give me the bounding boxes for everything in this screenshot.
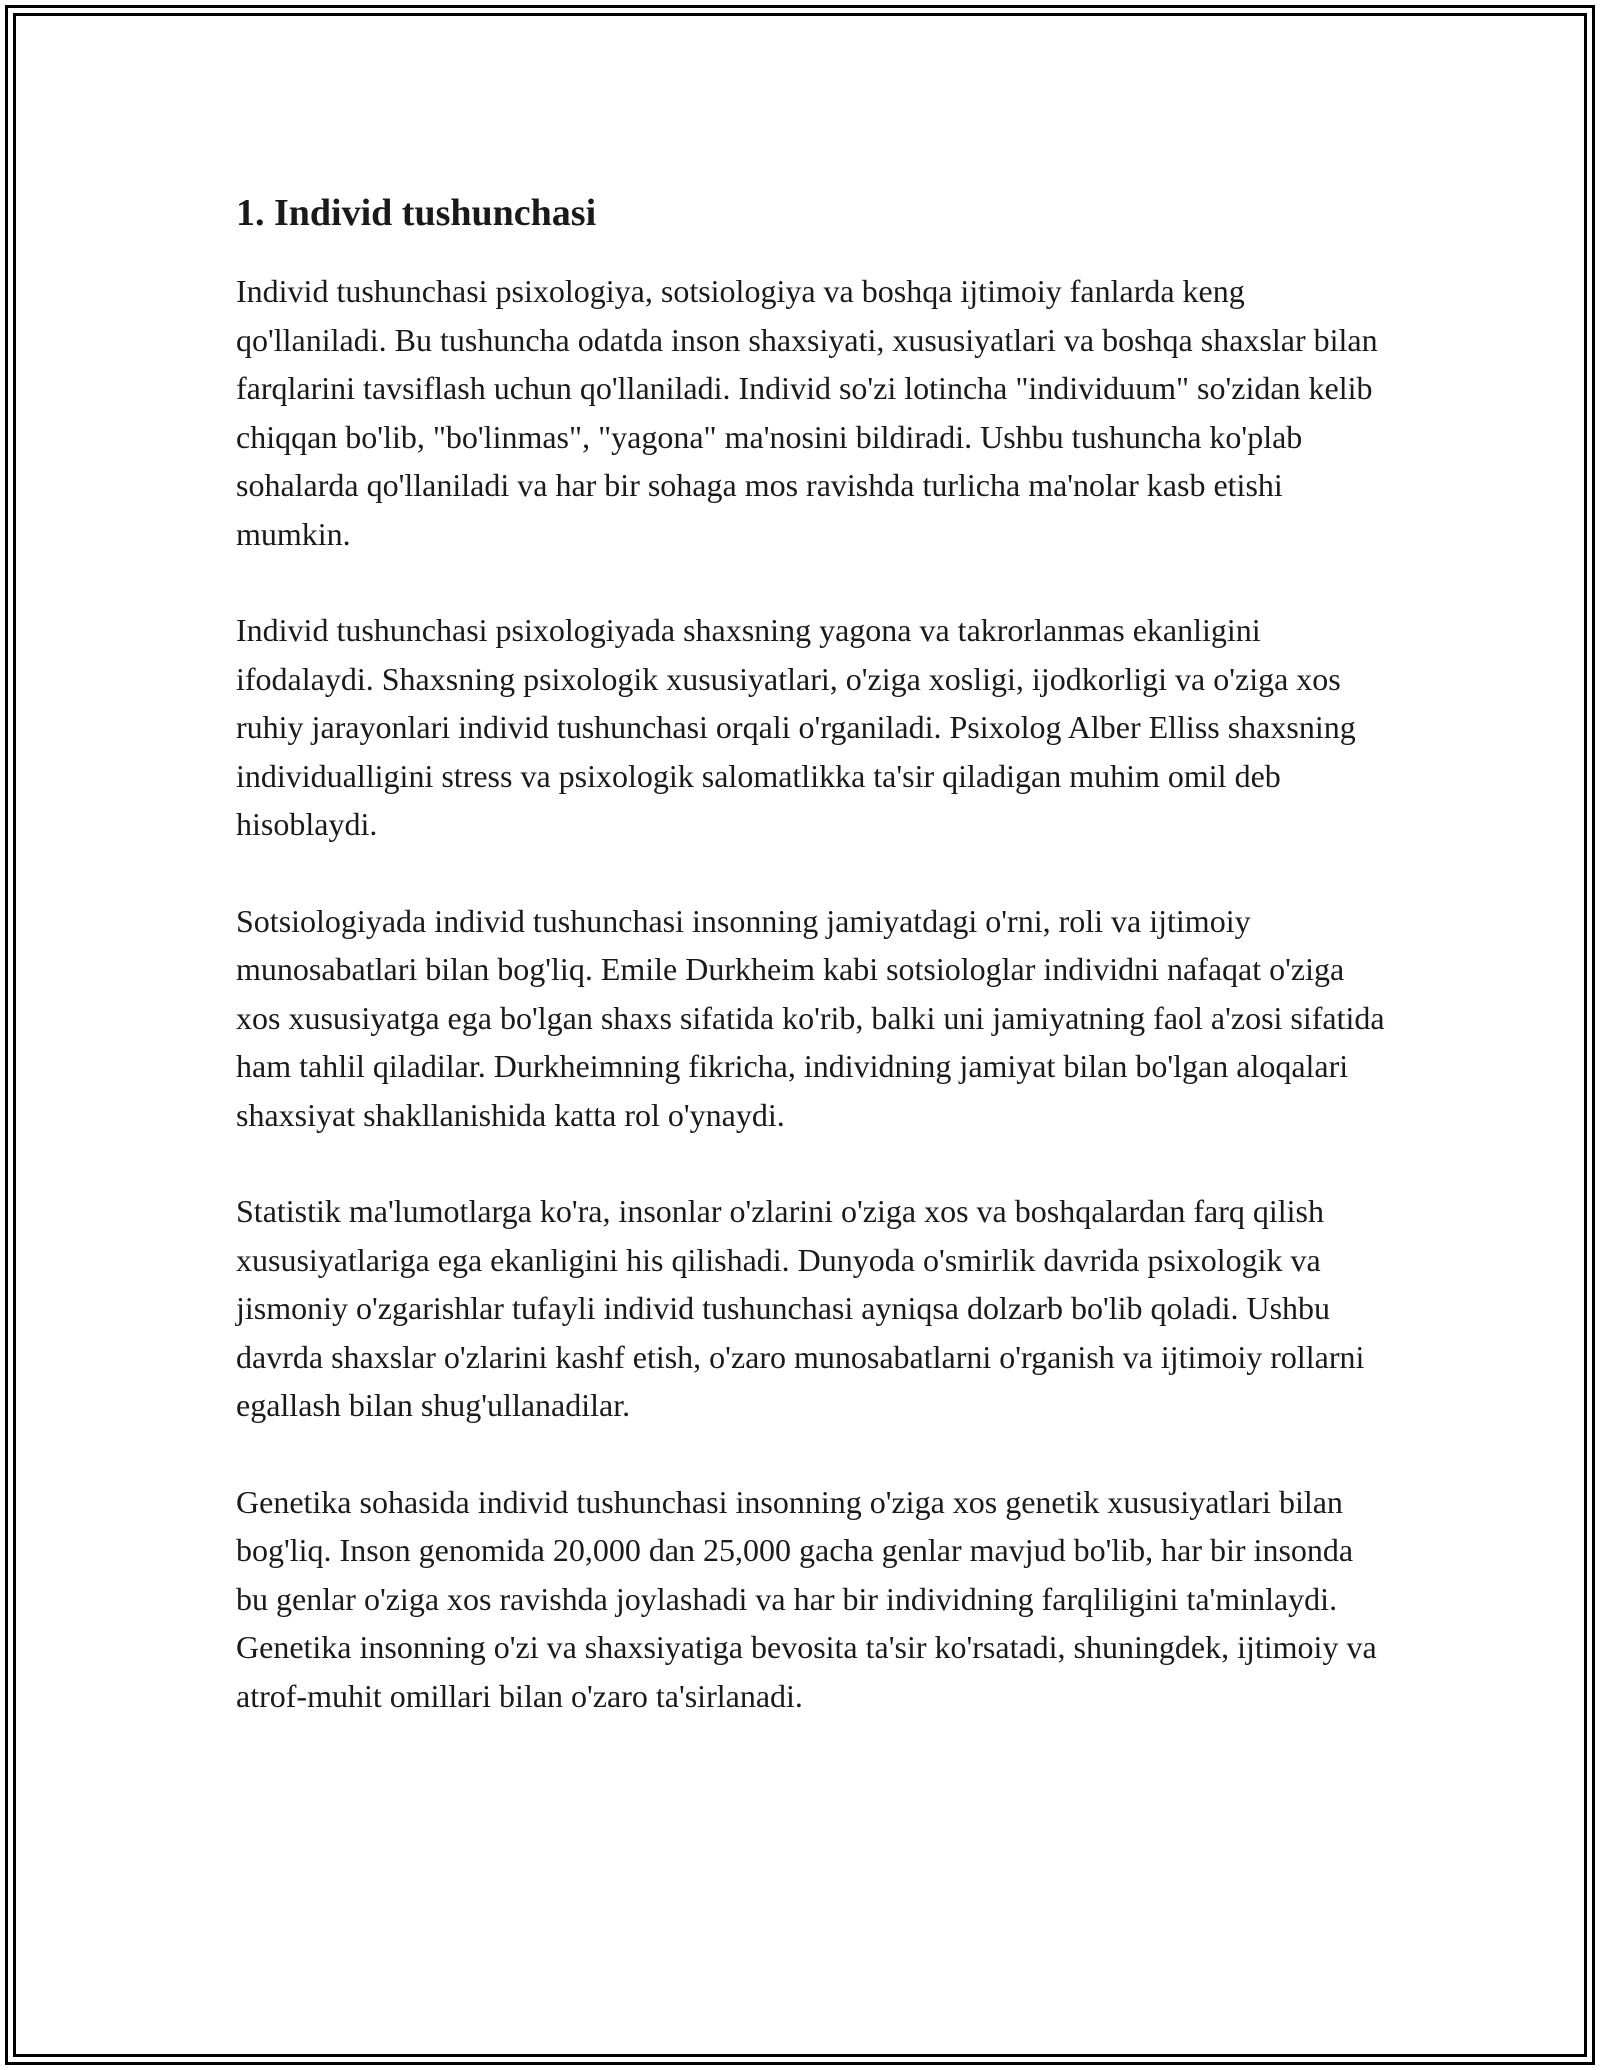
document-title: 1. Individ tushunchasi xyxy=(236,192,597,234)
paragraph-4: Statistik ma'lumotlarga ko'ra, insonlar o'zlarini o'ziga xos va boshqalardan farq qilish xususiyatlariga ega ekanligini his qilishadi. Dunyoda o'smirlik davrida psixologik va jismoniy o'zgarishlar tufayli individ tushunchasi ayniqsa dolzarb bo'lib qoladi. Ushbu davrda shaxslar o'zlarini kashf etish, o'zaro munosabatlarni o'rganish va ijtimoiy rollarni egallash bilan shug'ullanadilar. xyxy=(236,1193,1365,1423)
document-body xyxy=(236,183,1386,1768)
paragraph-2: Individ tushunchasi psixologiyada shaxsning yagona va takrorlanmas ekanligini ifodalaydi. Shaxsning psixologik xususiyatlari, o'ziga xosligi, ijodkorligi va o'ziga xos ruhiy jarayonlari individ tushunchasi orqali o'rganiladi. Psixolog Alber Elliss shaxsning individualligini stress va psixologik salomatlikka ta'sir qiladigan muhim omil deb hisoblaydi. xyxy=(236,612,1356,842)
paragraph-5: Genetika sohasida individ tushunchasi insonning o'ziga xos genetik xususiyatlari bilan bog'liq. Inson genomida 20,000 dan 25,000 gacha genlar mavjud bo'lib, har bir insonda bu genlar o'ziga xos ravishda joylashadi va har bir individning farqliligini ta'minlaydi. Genetika insonning o'zi va shaxsiyatiga bevosita ta'sir ko'rsatadi, shuningdek, ijtimoiy va atrof-muhit omillari bilan o'zaro ta'sirlanadi. xyxy=(236,1483,1377,1714)
paragraph-1: Individ tushunchasi psixologiya, sotsiologiya va boshqa ijtimoiy fanlarda keng qo'llaniladi. Bu tushuncha odatda inson shaxsiyati, xususiyatlari va boshqa shaxslar bilan farqlarini tavsiflash uchun qo'llaniladi. Individ so'zi lotincha "individuum" so'zidan kelib chiqqan bo'lib, "bo'linmas", "yagona" ma'nosini bildiradi. Ushbu tushuncha ko'plab sohalarda qo'llaniladi va har bir sohaga mos ravishda turlicha ma'nolar kasb etishi mumkin. xyxy=(236,273,1378,552)
paragraph-3: Sotsiologiyada individ tushunchasi insonning jamiyatdagi o'rni, roli va ijtimoiy munosabatlari bilan bog'liq. Emile Durkheim kabi sotsiologlar individni nafaqat o'ziga xos xususiyatga ega bo'lgan shaxs sifatida ko'rib, balki uni jamiyatning faol a'zosi sifatida ham tahlil qiladilar. Durkheimning fikricha, individning jamiyat bilan bo'lgan aloqalari shaxsiyat shakllanishida katta rol o'ynaydi. xyxy=(236,902,1385,1133)
